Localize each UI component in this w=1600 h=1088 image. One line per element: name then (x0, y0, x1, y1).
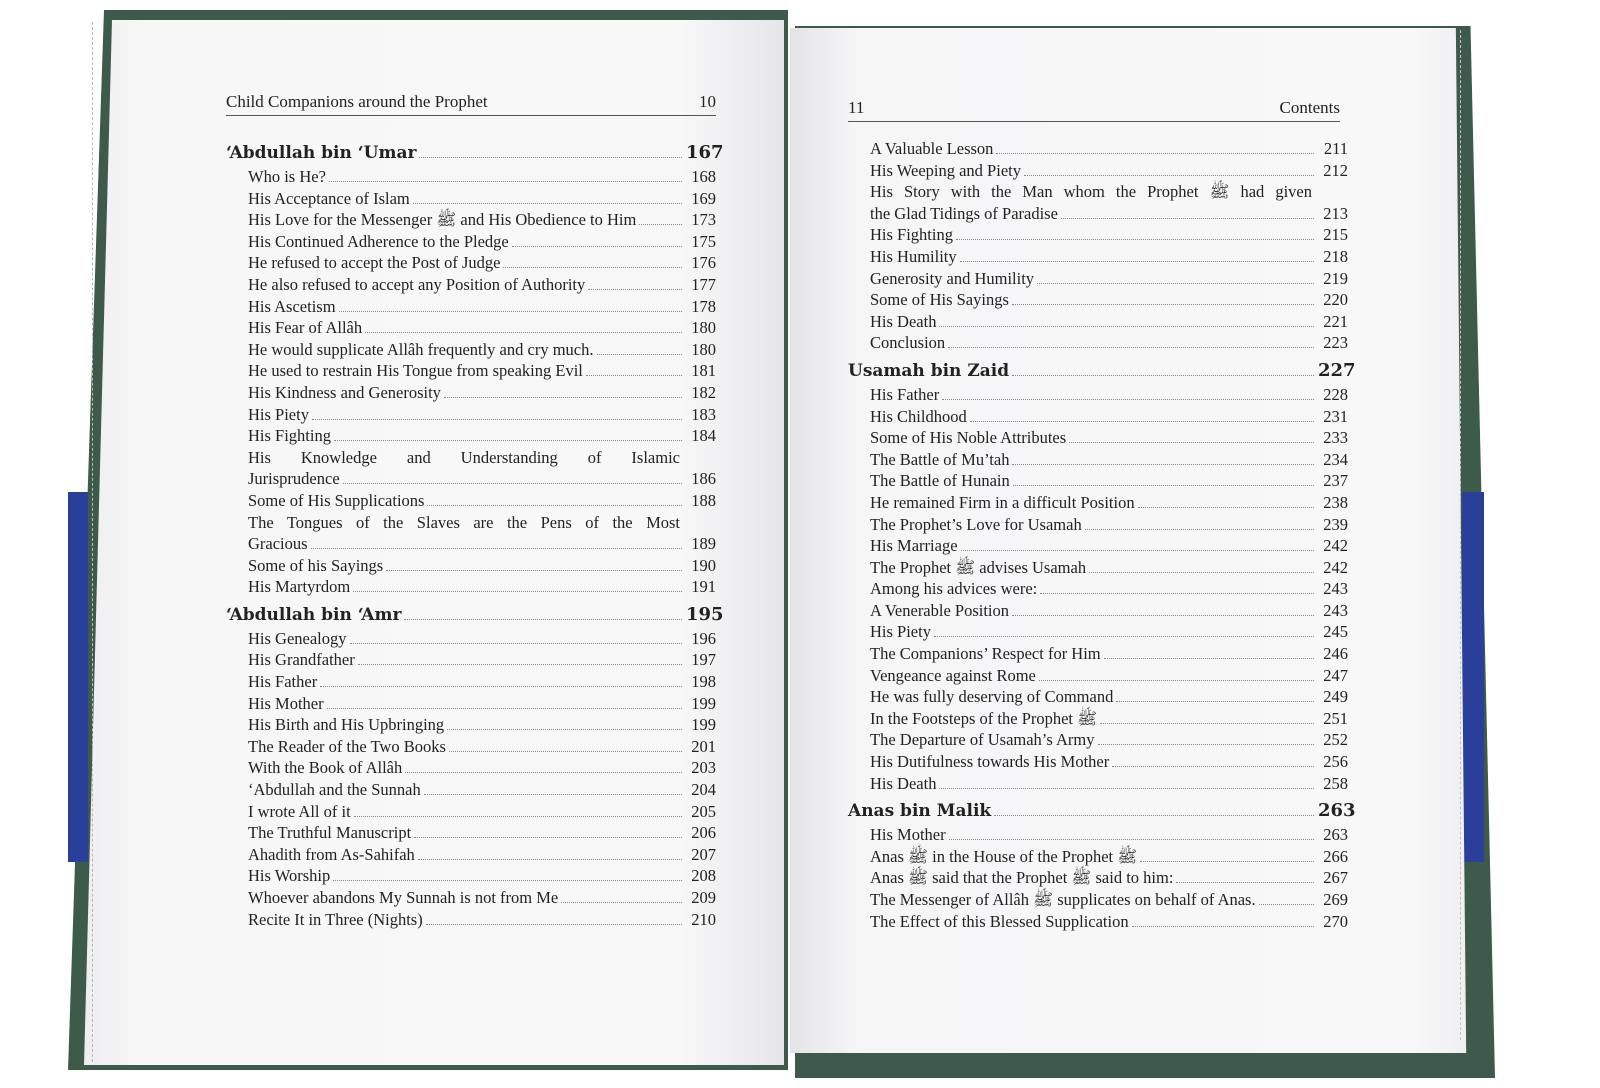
toc-entry-title: Anas ﷺ in the House of the Prophet ﷺ (870, 846, 1138, 866)
toc-page-number: 219 (1323, 268, 1348, 288)
toc-entry (848, 708, 1348, 730)
toc-entry-title: In the Footsteps of the Prophet ﷺ (870, 708, 1098, 728)
toc-page-number: 212 (1323, 160, 1348, 180)
toc-page-number: 173 (691, 210, 716, 230)
toc-entry-title: ‘Abdullah bin ‘Umar (226, 143, 417, 163)
dot-leader (639, 224, 682, 225)
toc-page-number: 234 (1323, 449, 1348, 469)
toc-page-number: 245 (1323, 622, 1348, 642)
toc-entry (226, 252, 716, 274)
toc-entry-title: A Valuable Lesson (870, 139, 994, 158)
dot-leader (1069, 442, 1314, 443)
toc-entry (226, 274, 716, 296)
toc-entry-title: Jurisprudence (248, 469, 340, 489)
toc-entry-title: His Father (248, 672, 318, 692)
toc-entry (848, 203, 1348, 225)
toc-entry-title: His Fighting (870, 225, 953, 245)
toc-entry-title: His Father (870, 384, 940, 404)
dot-leader (427, 505, 682, 506)
toc-entry (226, 628, 716, 650)
toc-entry (226, 404, 716, 426)
toc-entry (848, 889, 1348, 911)
toc-page-number: 189 (691, 534, 716, 554)
toc-entry (848, 332, 1348, 354)
toc-entry (226, 822, 716, 844)
toc-page-number: 258 (1323, 773, 1348, 793)
dot-leader (1024, 175, 1314, 176)
dot-leader (424, 794, 682, 795)
toc-entry-title: Some of His Noble Attributes (870, 428, 1067, 448)
dot-leader (586, 375, 682, 376)
toc-entry (226, 468, 716, 490)
toc-page-number: 242 (1323, 536, 1348, 556)
toc-entry-title: His Death (870, 311, 937, 331)
toc-page-number: 204 (691, 780, 716, 800)
dot-leader (1013, 485, 1314, 486)
toc-entry-title: Recite It in Three (Nights) (248, 909, 423, 929)
dot-leader (1040, 593, 1314, 594)
dot-leader (311, 548, 682, 549)
toc-page-number: 197 (691, 650, 716, 670)
toc-page-number: 199 (691, 693, 716, 713)
toc-entry (226, 209, 716, 231)
dot-leader (1012, 375, 1314, 376)
toc-entry (848, 514, 1348, 536)
toc-page-number: 215 (1323, 225, 1348, 245)
toc-entry-title: The Truthful Manuscript (248, 823, 412, 843)
toc-entry (226, 166, 716, 188)
toc-entry (226, 779, 716, 801)
toc-entry (226, 490, 716, 512)
toc-entry (848, 268, 1348, 290)
toc-entry (848, 729, 1348, 751)
toc-entry-title: Some of his Sayings (248, 555, 384, 575)
toc-entry (848, 160, 1348, 182)
toc-entry-title: His Birth and His Upbringing (248, 715, 445, 735)
toc-page-number: 206 (691, 823, 716, 843)
toc-entry-title: The Companions’ Respect for Him (870, 644, 1101, 664)
toc-page-number: 182 (691, 382, 716, 402)
toc-entry-title: Generosity and Humility (870, 268, 1035, 288)
toc-page-number: 191 (691, 577, 716, 597)
toc-chapter-entry (848, 798, 1356, 824)
toc-entry-title: His Humility (870, 246, 957, 266)
dot-leader (948, 347, 1314, 348)
toc-entry (848, 751, 1348, 773)
toc-entry-title: A Venerable Position (870, 600, 1010, 620)
dot-leader (320, 686, 682, 687)
toc-page-number: 270 (1323, 911, 1348, 931)
toc-page-number: 251 (1323, 708, 1348, 728)
toc-entry (848, 621, 1348, 643)
toc-page-number: 181 (691, 361, 716, 381)
toc-entry-title: His Acceptance of Islam (248, 188, 410, 208)
toc-entry (226, 576, 716, 598)
toc-entry-title: His Kindness and Generosity (248, 382, 441, 402)
toc-page-number: 223 (1323, 333, 1348, 353)
toc-page-number: 175 (691, 231, 716, 251)
table-of-contents-right (848, 138, 1356, 932)
toc-entry-title: Gracious (248, 534, 308, 554)
toc-page-number: 169 (691, 188, 716, 208)
toc-entry-title: His Martyrdom (248, 577, 351, 597)
table-of-contents-left (226, 136, 724, 930)
dot-leader (934, 636, 1314, 637)
toc-entry-title: Ahadith from As-Sahifah (248, 844, 415, 864)
toc-page-number: 228 (1323, 384, 1348, 404)
dot-leader (597, 354, 683, 355)
toc-page-number: 186 (691, 469, 716, 489)
toc-page-number: 198 (691, 672, 716, 692)
toc-entry-title: The Prophet’s Love for Usamah (870, 514, 1082, 534)
toc-entry-title: His Love for the Messenger ﷺ and His Obedience to Him (248, 210, 637, 230)
toc-page-number: 167 (686, 142, 724, 163)
toc-entry-title: His Mother (248, 693, 324, 713)
toc-entry (848, 289, 1348, 311)
toc-page-number: 210 (691, 909, 716, 929)
toc-entry-title: He was fully deserving of Command (870, 687, 1114, 707)
toc-entry-title: He refused to accept the Post of Judge (248, 253, 501, 273)
toc-entry-title: He remained Firm in a difficult Position (870, 492, 1135, 512)
dot-leader (1085, 529, 1314, 530)
toc-page-number: 269 (1323, 890, 1348, 909)
dot-leader (503, 267, 682, 268)
toc-page-number: 180 (691, 318, 716, 338)
toc-page-number: 221 (1323, 311, 1348, 331)
toc-page-number: 190 (691, 555, 716, 575)
toc-entry-title: His Dutifulness towards His Mother (870, 752, 1110, 772)
toc-entry (226, 865, 716, 887)
dot-leader (339, 311, 682, 312)
dot-leader (405, 772, 682, 773)
toc-entry-title: I wrote All of it (248, 801, 351, 821)
toc-page-number: 180 (691, 339, 716, 359)
toc-entry-title: Anas ﷺ said that the Prophet ﷺ said to him: (870, 868, 1174, 888)
toc-page-number: 205 (691, 801, 716, 821)
dot-leader (1140, 861, 1314, 862)
toc-entry-title: Vengeance against Rome (870, 665, 1036, 685)
dot-leader (358, 664, 682, 665)
toc-entry (226, 231, 716, 253)
toc-entry (226, 671, 716, 693)
toc-entry-title: Whoever abandons My Sunnah is not from Me (248, 888, 559, 907)
toc-page-number: 237 (1323, 471, 1348, 491)
toc-entry (226, 801, 716, 823)
toc-page-number: 247 (1323, 665, 1348, 685)
toc-page-number: 213 (1323, 203, 1348, 223)
toc-entry (848, 246, 1348, 268)
toc-page-number: 220 (1323, 290, 1348, 310)
dot-leader (1012, 615, 1314, 616)
toc-entry (226, 649, 716, 671)
toc-page-number: 188 (691, 490, 716, 510)
toc-entry-title: The Effect of this Blessed Supplication (870, 911, 1129, 931)
toc-entry-title: His Mother (870, 825, 946, 845)
left-running-header (226, 92, 716, 116)
toc-entry-title: His Childhood (870, 406, 967, 426)
dot-leader (404, 619, 682, 620)
toc-entry (226, 844, 716, 866)
dot-leader (343, 483, 682, 484)
dot-leader (386, 570, 682, 571)
cover-blue-band-right (1462, 492, 1484, 862)
toc-page-number: 209 (691, 888, 716, 907)
dot-leader (1132, 926, 1314, 927)
toc-entry (226, 887, 716, 909)
toc-page-number: 263 (1318, 800, 1356, 822)
dot-leader (353, 591, 682, 592)
toc-entry (848, 557, 1348, 579)
dot-leader (996, 153, 1314, 154)
toc-page-number: 168 (691, 167, 716, 186)
dot-leader (1138, 507, 1314, 508)
toc-page-number: 227 (1318, 359, 1356, 381)
toc-entry-title: Anas bin Malik (848, 801, 992, 822)
dot-leader (942, 399, 1314, 400)
toc-page-number: 266 (1323, 846, 1348, 866)
toc-page-number: 184 (691, 426, 716, 446)
toc-page-number: 246 (1323, 644, 1348, 664)
dot-leader (1100, 723, 1314, 724)
toc-page-number: 231 (1323, 406, 1348, 426)
toc-entry-title: ‘Abdullah bin ‘Amr (226, 604, 402, 625)
dot-leader (1112, 766, 1314, 767)
toc-entry (226, 909, 716, 931)
toc-page-number: 238 (1323, 492, 1348, 512)
dot-leader (1012, 304, 1314, 305)
toc-entry-title: With the Book of Allâh (248, 758, 403, 778)
toc-chapter-entry (848, 358, 1356, 384)
page-stack-edge-right (1452, 30, 1461, 1040)
toc-page-number: 256 (1323, 752, 1348, 772)
toc-entry (848, 427, 1348, 449)
dot-leader (1176, 882, 1314, 883)
toc-entry (848, 492, 1348, 514)
dot-leader (949, 839, 1314, 840)
dot-leader (512, 246, 682, 247)
dot-leader (350, 643, 682, 644)
toc-entry (848, 224, 1348, 246)
dot-leader (426, 924, 682, 925)
toc-entry (848, 824, 1348, 846)
section-title: Contents (1279, 98, 1340, 117)
toc-page-number: 201 (691, 736, 716, 756)
dot-leader (419, 157, 682, 158)
dot-leader (327, 708, 682, 709)
toc-entry-title: Conclusion (870, 333, 946, 353)
toc-entry (226, 339, 716, 361)
toc-entry (226, 714, 716, 736)
dot-leader (444, 397, 682, 398)
dot-leader (1012, 464, 1314, 465)
dot-leader (418, 859, 682, 860)
toc-entry-title: His Marriage (870, 536, 958, 556)
toc-entry (226, 382, 716, 404)
toc-entry-title: The Departure of Usamah’s Army (870, 730, 1095, 750)
dot-leader (447, 729, 682, 730)
toc-page-number: 243 (1323, 600, 1348, 620)
toc-entry (848, 867, 1348, 889)
toc-entry-title: His Piety (870, 622, 931, 642)
dot-leader (1039, 680, 1314, 681)
toc-entry (848, 665, 1348, 687)
toc-entry (848, 384, 1348, 406)
toc-entry (848, 911, 1348, 933)
toc-entry (226, 425, 716, 447)
toc-entry-line: The Tongues of the Slaves are the Pens of the Most (248, 512, 680, 532)
toc-entry-title: His Grandfather (248, 650, 355, 670)
toc-entry-title: The Battle of Mu’tah (870, 449, 1010, 469)
dot-leader (414, 837, 682, 838)
toc-entry-title: The Messenger of Allâh ﷺ supplicates on behalf of Anas. (870, 890, 1256, 909)
toc-entry-title: His Ascetism (248, 296, 336, 316)
dot-leader (956, 239, 1314, 240)
toc-page-number: 249 (1323, 687, 1348, 707)
toc-entry-title: Some of His Supplications (248, 490, 425, 510)
toc-page-number: 267 (1323, 868, 1348, 888)
toc-page-number: 242 (1323, 557, 1348, 577)
toc-entry (226, 360, 716, 382)
dot-leader (1116, 701, 1314, 702)
dot-leader (970, 421, 1314, 422)
toc-entry (848, 773, 1348, 795)
toc-page-number: 203 (691, 758, 716, 778)
toc-entry (848, 449, 1348, 471)
toc-page-number: 196 (691, 628, 716, 648)
toc-entry-title: ‘Abdullah and the Sunnah (248, 780, 421, 800)
toc-entry-title: His Fear of Allâh (248, 318, 363, 338)
dot-leader (354, 816, 682, 817)
dot-leader (1061, 218, 1314, 219)
toc-chapter-entry (226, 602, 724, 628)
toc-entry-title: His Continued Adherence to the Pledge (248, 231, 509, 251)
toc-entry-title: The Prophet ﷺ advises Usamah (870, 557, 1087, 577)
toc-entry (226, 693, 716, 715)
toc-entry (226, 188, 716, 210)
toc-entry-title: He used to restrain His Tongue from speaking Evil (248, 361, 583, 381)
toc-entry (226, 533, 716, 555)
toc-page-number: 252 (1323, 730, 1348, 750)
dot-leader (1098, 744, 1314, 745)
toc-entry-title: Who is He? (248, 167, 326, 186)
toc-entry (848, 470, 1348, 492)
dot-leader (961, 550, 1314, 551)
toc-entry (848, 600, 1348, 622)
toc-entry-title: His Weeping and Piety (870, 160, 1021, 180)
toc-entry-title: His Worship (248, 866, 331, 886)
dot-leader (939, 326, 1314, 327)
toc-entry (226, 317, 716, 339)
dot-leader (333, 880, 682, 881)
toc-page-number: 211 (1323, 139, 1348, 158)
toc-entry (848, 846, 1348, 868)
toc-page-number: 176 (691, 253, 716, 273)
dot-leader (365, 332, 682, 333)
toc-entry-title: Among his advices were: (870, 579, 1038, 599)
book-title: Child Companions around the Prophet (226, 92, 488, 111)
toc-entry-title: Some of His Sayings (870, 290, 1009, 310)
page-number: 11 (848, 98, 865, 117)
toc-entry (848, 138, 1348, 160)
dot-leader (413, 203, 682, 204)
toc-page-number: 263 (1323, 825, 1348, 845)
toc-entry (226, 736, 716, 758)
dot-leader (329, 181, 682, 182)
toc-entry-title: His Death (870, 773, 937, 793)
toc-entry (848, 686, 1348, 708)
dot-leader (561, 902, 682, 903)
toc-entry-title: His Piety (248, 404, 309, 424)
dot-leader (939, 788, 1314, 789)
toc-entry (226, 757, 716, 779)
dot-leader (588, 289, 682, 290)
dot-leader (1089, 572, 1314, 573)
toc-page-number: 199 (691, 715, 716, 735)
toc-page-number: 207 (691, 844, 716, 864)
toc-page-number: 208 (691, 866, 716, 886)
dot-leader (1259, 904, 1314, 905)
toc-chapter-entry (226, 140, 724, 166)
toc-page-number: 178 (691, 296, 716, 316)
toc-entry-title: He would supplicate Allâh frequently and cry much. (248, 339, 594, 359)
toc-entry (226, 555, 716, 577)
page-number: 10 (699, 92, 716, 111)
page-stack-edge-left (92, 22, 103, 1062)
dot-leader (960, 261, 1314, 262)
toc-page-number: 233 (1323, 428, 1348, 448)
toc-entry-line: His Story with the Man whom the Prophet ﷺ had given (870, 182, 1313, 202)
toc-entry-title: Usamah bin Zaid (848, 360, 1010, 381)
toc-page-number: 177 (691, 274, 716, 294)
dot-leader (1104, 658, 1314, 659)
toc-entry (848, 535, 1348, 557)
toc-entry (226, 296, 716, 318)
dot-leader (334, 440, 682, 441)
right-running-header (848, 98, 1340, 122)
toc-entry-line: His Knowledge and Understanding of Islamic (248, 447, 680, 467)
toc-entry (848, 311, 1348, 333)
toc-page-number: 183 (691, 404, 716, 424)
dot-leader (994, 815, 1314, 816)
dot-leader (1037, 283, 1314, 284)
toc-entry-title: His Genealogy (248, 628, 347, 648)
dot-leader (312, 419, 682, 420)
toc-entry-title: the Glad Tidings of Paradise (870, 203, 1058, 223)
toc-entry-title: He also refused to accept any Position of Authority (248, 274, 586, 294)
toc-entry-title: The Battle of Hunain (870, 471, 1010, 491)
toc-entry (848, 643, 1348, 665)
toc-entry (848, 578, 1348, 600)
dot-leader (449, 751, 682, 752)
toc-page-number: 195 (686, 603, 724, 625)
toc-entry (848, 406, 1348, 428)
cover-blue-band-left (68, 492, 88, 862)
toc-page-number: 218 (1323, 246, 1348, 266)
toc-page-number: 243 (1323, 579, 1348, 599)
toc-entry-title: His Fighting (248, 426, 331, 446)
toc-entry-title: The Reader of the Two Books (248, 736, 446, 756)
toc-page-number: 239 (1323, 514, 1348, 534)
